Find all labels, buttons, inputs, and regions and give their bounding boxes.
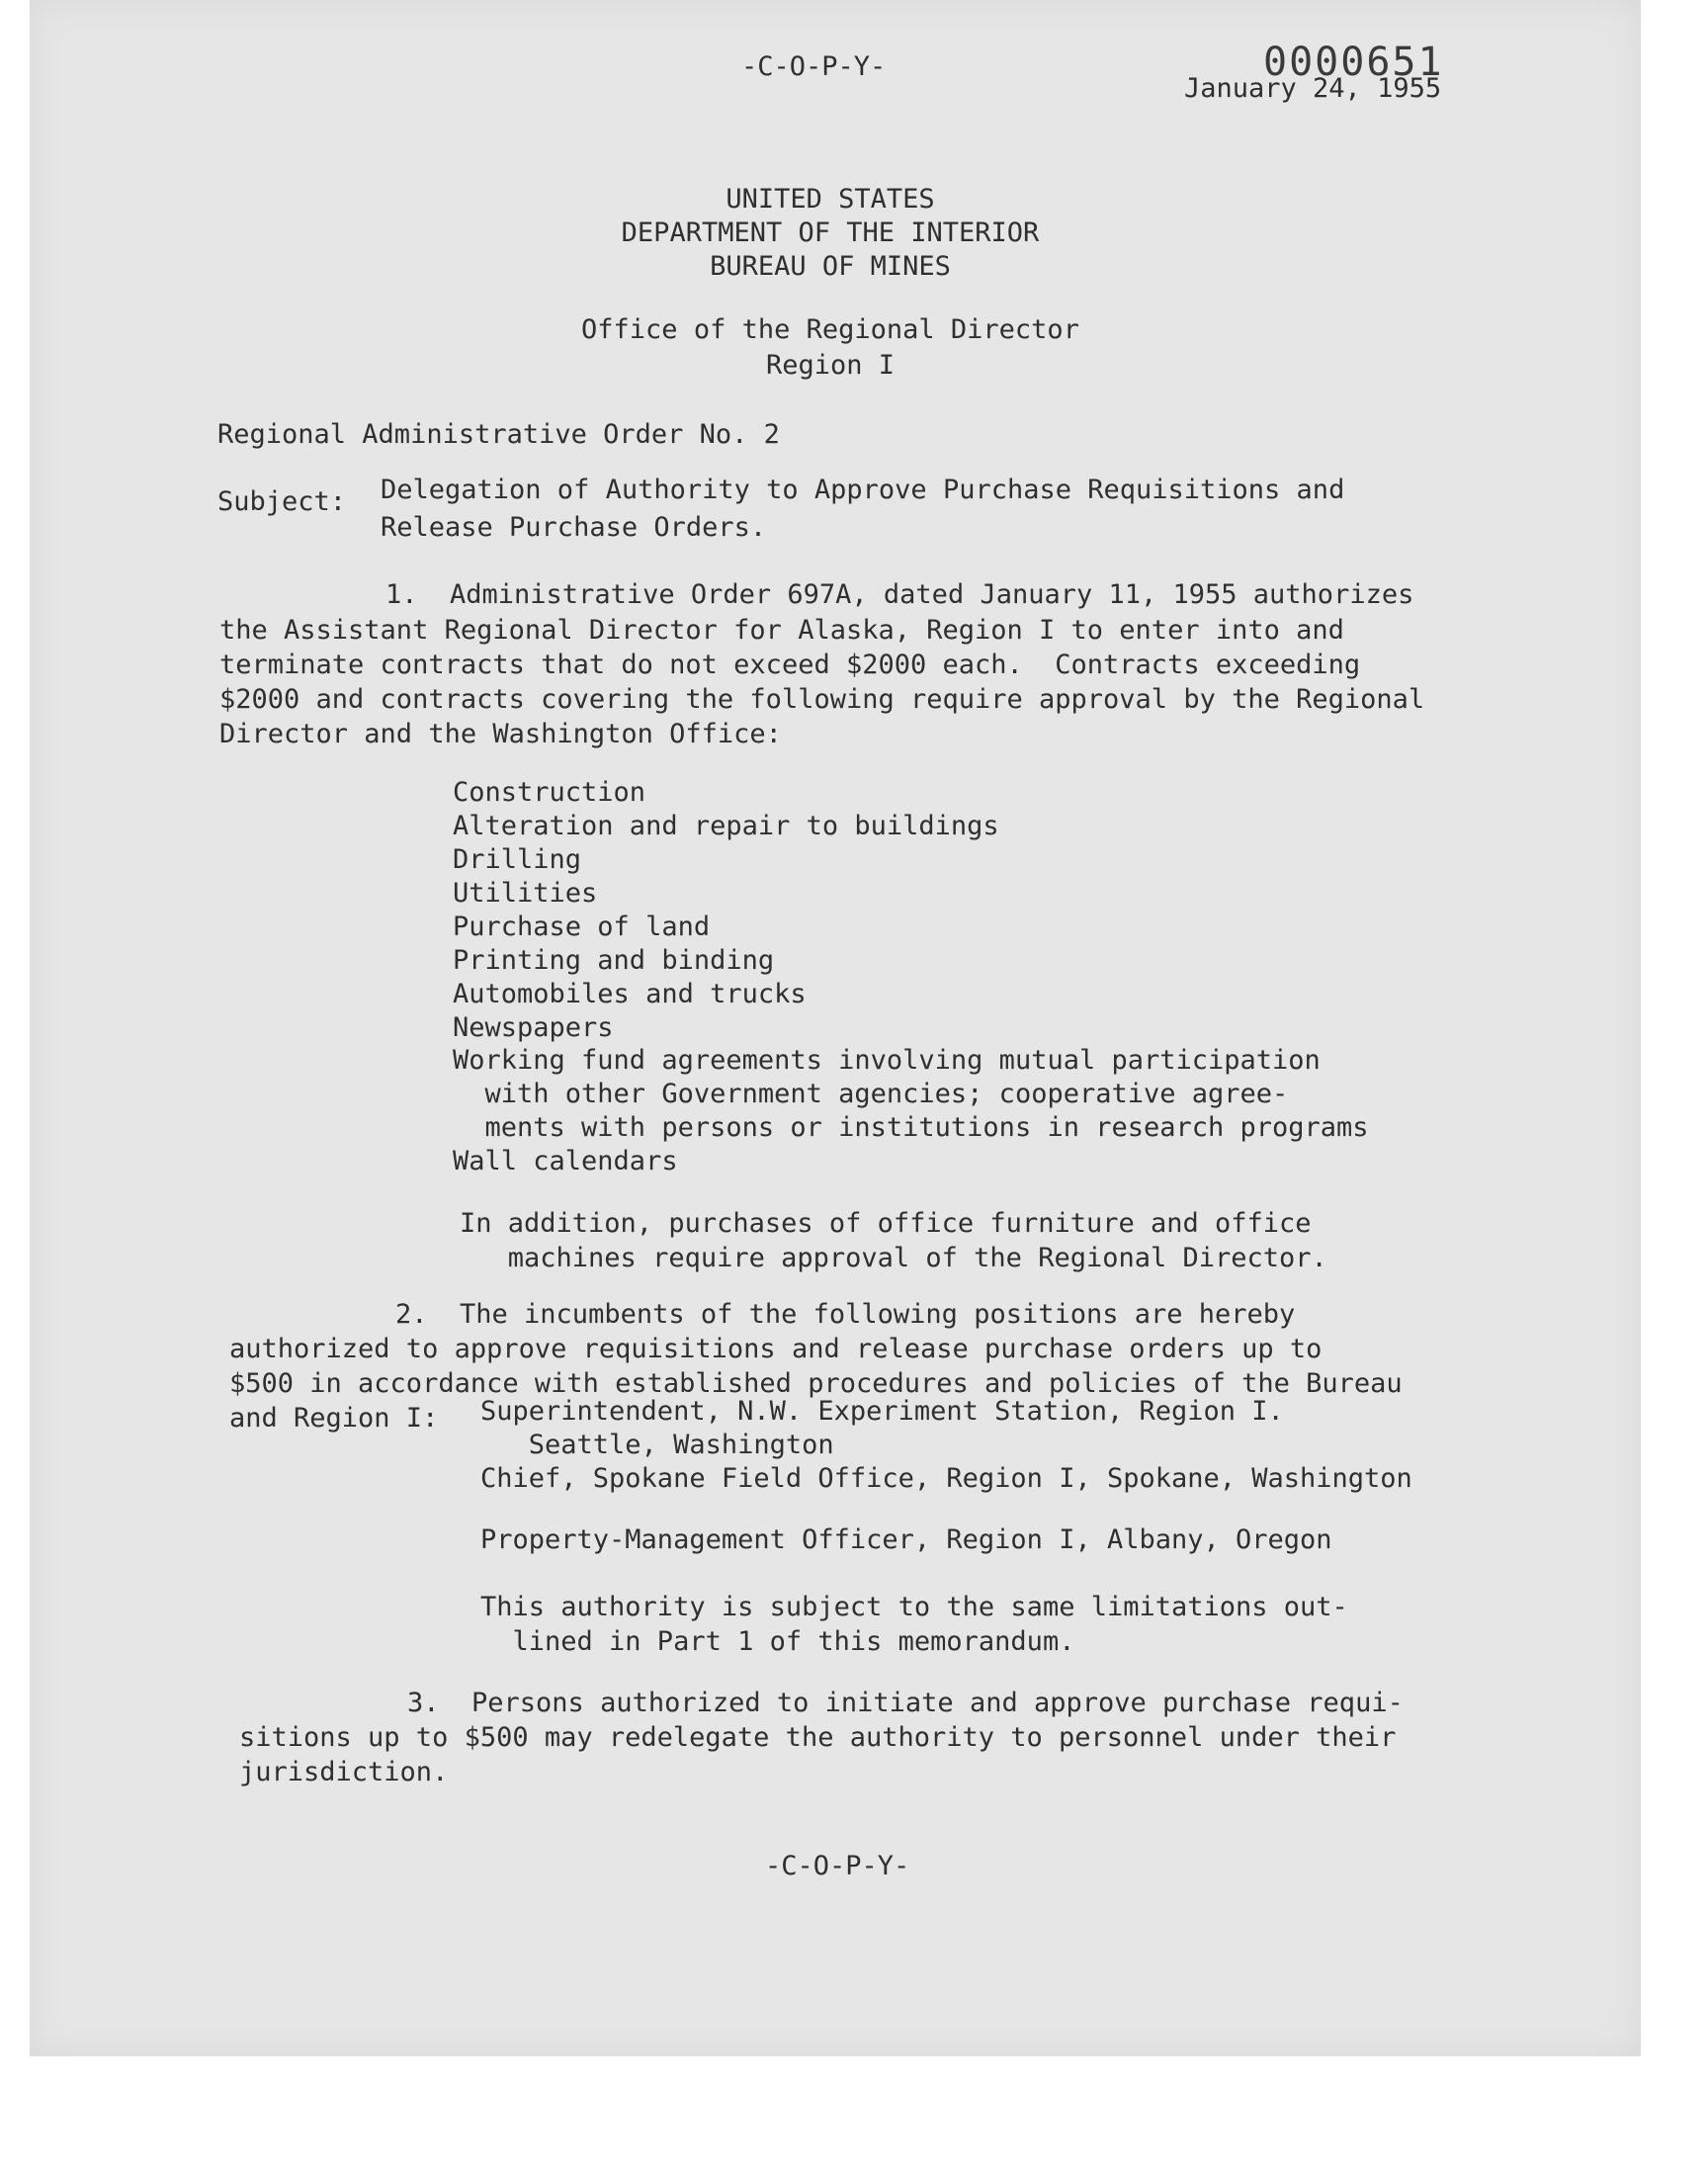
agency-line-3: BUREAU OF MINES <box>710 251 951 282</box>
para2-line-3: $500 in accordance with established procedures and policies of the Bureau <box>229 1368 1403 1399</box>
para2-line-1: 2. The incumbents of the following positions are hereby <box>395 1299 1296 1330</box>
region-title: Region I <box>765 350 896 381</box>
authority-limit-line-1: This authority is subject to the same limitations out- <box>480 1592 1348 1622</box>
list-item: Automobiles and trucks <box>453 979 807 1009</box>
copy-mark-top: -C-O-P-Y- <box>741 51 887 82</box>
para1-line-5: Director and the Washington Office: <box>219 719 782 749</box>
para3-line-2: sitions up to $500 may redelegate the authority to personnel under their <box>239 1722 1397 1753</box>
list-item: Printing and binding <box>453 945 775 976</box>
list-item: Drilling <box>453 844 582 875</box>
list-item: Purchase of land <box>453 912 711 942</box>
list-item: with other Government agencies; cooperative agree- <box>453 1079 1289 1109</box>
para1-line-4: $2000 and contracts covering the following require approval by the Regional <box>219 684 1425 715</box>
subject-line-2: Release Purchase Orders. <box>381 512 767 543</box>
list-item: Newspapers <box>453 1012 614 1043</box>
position-chief-spokane: Chief, Spokane Field Office, Region I, Spokane, Washington <box>480 1463 1412 1494</box>
para1-line-1: 1. Administrative Order 697A, dated January 11, 1955 authorizes <box>385 579 1414 610</box>
subject-label: Subject: <box>217 486 347 517</box>
addition-line-1: In addition, purchases of office furniture and office <box>460 1208 1312 1239</box>
position-location-seattle: Seattle, Washington <box>480 1430 834 1460</box>
list-item: Wall calendars <box>453 1146 678 1176</box>
office-title: Office of the Regional Director <box>581 314 1079 345</box>
list-item: ments with persons or institutions in research programs <box>453 1112 1369 1143</box>
document-date: January 24, 1955 <box>1184 73 1442 104</box>
list-item: Construction <box>453 777 646 808</box>
para2-line-4-label: and Region I: <box>229 1403 439 1434</box>
para3-line-1: 3. Persons authorized to initiate and approve purchase requi- <box>407 1688 1404 1718</box>
order-title: Regional Administrative Order No. 2 <box>217 419 780 450</box>
para2-line-2: authorized to approve requisitions and release purchase orders up to <box>229 1334 1323 1364</box>
para1-line-2: the Assistant Regional Director for Alaska, Region I to enter into and <box>219 615 1344 646</box>
list-item: Utilities <box>453 878 598 909</box>
copy-mark-bottom: -C-O-P-Y- <box>765 1851 910 1881</box>
subject-line-1: Delegation of Authority to Approve Purchase Requisitions and <box>381 475 1345 505</box>
list-item: Alteration and repair to buildings <box>453 811 999 841</box>
authority-limit-line-2: lined in Part 1 of this memorandum. <box>480 1626 1075 1657</box>
para3-line-3: jurisdiction. <box>239 1757 449 1787</box>
document-number-stamp: 0000651 <box>1263 40 1444 85</box>
position-superintendent: Superintendent, N.W. Experiment Station, Region I. <box>480 1396 1284 1427</box>
position-property-management: Property-Management Officer, Region I, Albany, Oregon <box>480 1524 1332 1555</box>
agency-line-2: DEPARTMENT OF THE INTERIOR <box>621 218 1040 248</box>
para1-line-3: terminate contracts that do not exceed $2000 each. Contracts exceeding <box>219 650 1361 680</box>
list-item: Working fund agreements involving mutual participation <box>453 1045 1321 1076</box>
addition-line-2: machines require approval of the Regional Director. <box>460 1243 1327 1273</box>
agency-line-1: UNITED STATES <box>726 184 935 215</box>
